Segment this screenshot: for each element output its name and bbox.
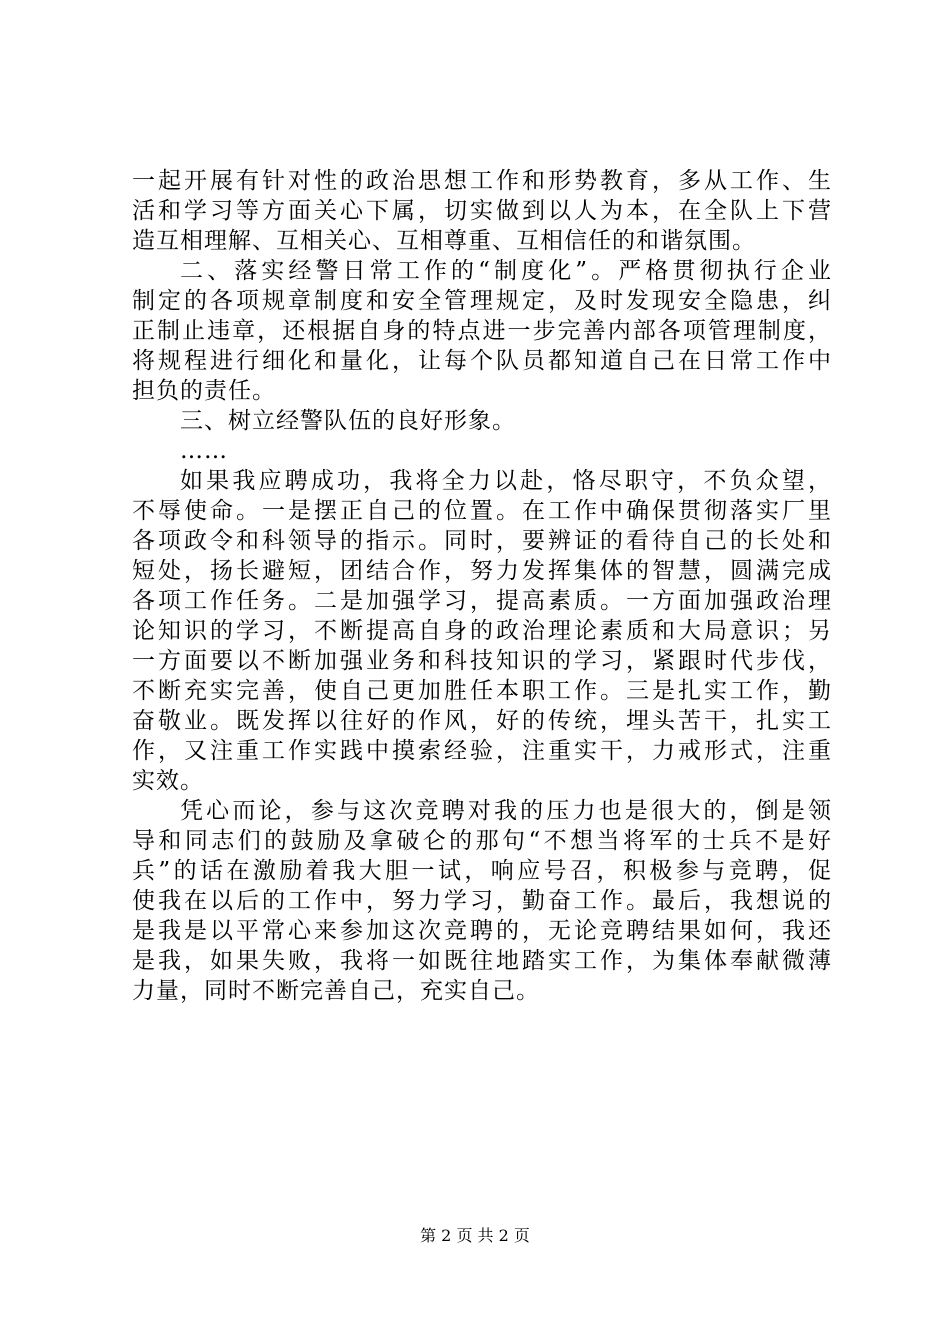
text-line: 使我在以后的工作中，努力学习，勤奋工作。最后，我想说的 <box>132 888 832 914</box>
text-line: 一起开展有针对性的政治思想工作和形势教育，多从工作、生 <box>132 168 832 194</box>
text-line: 制定的各项规章制度和安全管理规定，及时发现安全隐患，纠 <box>132 288 832 314</box>
text-line: 担负的责任。 <box>132 378 276 404</box>
text-line: 三、树立经警队伍的良好形象。 <box>180 408 516 434</box>
text-line: 各项工作任务。二是加强学习，提高素质。一方面加强政治理 <box>132 588 832 614</box>
text-line: 力量，同时不断完善自己，充实自己。 <box>132 978 540 1004</box>
text-line: 兵”的话在激励着我大胆一试，响应号召，积极参与竞聘，促 <box>132 858 832 884</box>
text-line: 短处，扬长避短，团结合作，努力发挥集体的智慧，圆满完成 <box>132 558 832 584</box>
text-line: 凭心而论，参与这次竞聘对我的压力也是很大的，倒是领 <box>180 798 832 824</box>
text-line: 一方面要以不断加强业务和科技知识的学习，紧跟时代步伐， <box>132 648 832 674</box>
text-line: 导和同志们的鼓励及拿破仑的那句“不想当将军的士兵不是好 <box>132 828 832 854</box>
text-line: 是我，如果失败，我将一如既往地踏实工作，为集体奉献微薄 <box>132 948 832 974</box>
text-line: 造互相理解、互相关心、互相尊重、互相信任的和谐氛围。 <box>132 228 756 254</box>
text-line: 实效。 <box>132 768 204 794</box>
text-line: 活和学习等方面关心下属，切实做到以人为本，在全队上下营 <box>132 198 832 224</box>
page-footer: 第 2 页 共 2 页 <box>420 1226 530 1245</box>
text-line: 论知识的学习，不断提高自身的政治理论素质和大局意识；另 <box>132 618 832 644</box>
text-line: 正制止违章，还根据自身的特点进一步完善内部各项管理制度， <box>132 318 832 344</box>
text-line: 将规程进行细化和量化，让每个队员都知道自己在日常工作中 <box>132 348 832 374</box>
text-line: 不断充实完善，使自己更加胜任本职工作。三是扎实工作，勤 <box>132 678 832 704</box>
text-line: 二、落实经警日常工作的“制度化”。严格贯彻执行企业 <box>180 258 832 284</box>
text-line: 作，又注重工作实践中摸索经验，注重实干，力戒形式，注重 <box>132 738 832 764</box>
text-line: 奋敬业。既发挥以往好的作风，好的传统，埋头苦干，扎实工 <box>132 708 832 734</box>
text-line: 是我是以平常心来参加这次竞聘的，无论竞聘结果如何，我还 <box>132 918 832 944</box>
text-line: 如果我应聘成功，我将全力以赴，恪尽职守，不负众望， <box>180 468 832 494</box>
text-line: …… <box>180 438 228 464</box>
text-line: 不辱使命。一是摆正自己的位置。在工作中确保贯彻落实厂里 <box>132 498 832 524</box>
document-body <box>132 166 832 1006</box>
text-line: 各项政令和科领导的指示。同时，要辨证的看待自己的长处和 <box>132 528 832 554</box>
